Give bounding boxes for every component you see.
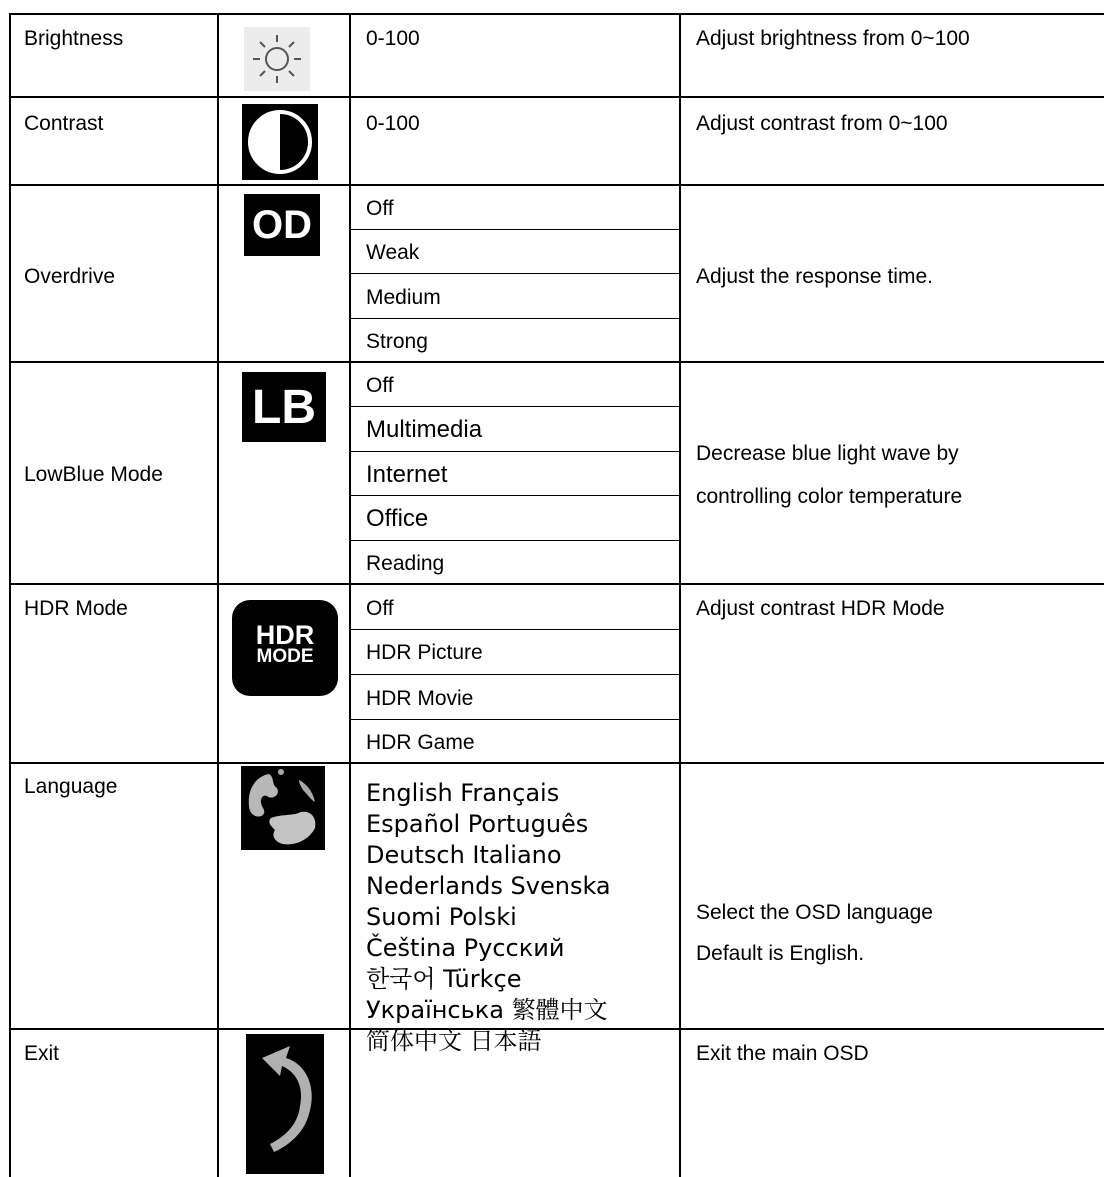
- row-label-language: Language: [24, 775, 118, 798]
- hdr-option: HDR Picture: [366, 641, 483, 664]
- lowblue-description-line: Decrease blue light wave by: [696, 442, 959, 465]
- table-border-left: [9, 14, 11, 1177]
- option-divider: [349, 495, 680, 496]
- row-label-brightness: Brightness: [24, 27, 124, 50]
- overdrive-option: Medium: [366, 286, 441, 309]
- language-description-line: Default is English.: [696, 942, 865, 965]
- column-divider: [349, 14, 351, 1177]
- row-label-lowblue: LowBlue Mode: [24, 463, 163, 486]
- hdr-option: HDR Movie: [366, 687, 474, 710]
- language-options: [366, 778, 611, 1057]
- language-options-line: Español Português: [366, 810, 589, 838]
- row-label-contrast: Contrast: [24, 112, 104, 135]
- language-options-line: English Français: [366, 779, 560, 807]
- hdr-icon-text-top: HDR: [255, 620, 315, 650]
- contrast-range: 0-100: [366, 112, 420, 135]
- option-divider: [349, 451, 680, 452]
- hdr-mode-icon: [232, 600, 338, 696]
- lowblue-option: Office: [366, 505, 429, 532]
- overdrive-option: Strong: [366, 330, 428, 353]
- row-border: [9, 13, 1104, 15]
- hdr-option: Off: [366, 597, 394, 620]
- row-border: [9, 361, 1104, 363]
- column-divider: [679, 14, 681, 1177]
- option-divider: [349, 229, 680, 230]
- row-label-exit: Exit: [24, 1042, 60, 1065]
- contrast-description: Adjust contrast from 0~100: [696, 112, 948, 135]
- option-divider: [349, 318, 680, 319]
- row-border: [9, 583, 1104, 585]
- language-options-line: 한국어 Türkçe: [366, 965, 522, 993]
- lowblue-option: Off: [366, 374, 394, 397]
- od-icon: OD: [244, 194, 320, 256]
- hdr-description: Adjust contrast HDR Mode: [696, 597, 945, 620]
- option-divider: [349, 629, 680, 630]
- overdrive-description: Adjust the response time.: [696, 265, 933, 288]
- lowblue-option: Internet: [366, 461, 448, 488]
- row-label-hdr: HDR Mode: [24, 597, 128, 620]
- lowblue-option: Reading: [366, 552, 445, 575]
- lb-icon: LB: [242, 372, 326, 442]
- brightness-range: 0-100: [366, 27, 420, 50]
- column-divider: [217, 14, 219, 1177]
- language-options-line: Nederlands Svenska: [366, 872, 611, 900]
- sun-icon: [244, 27, 310, 91]
- language-description-line: Select the OSD language: [696, 901, 933, 924]
- contrast-icon: [242, 104, 318, 180]
- brightness-description: Adjust brightness from 0~100: [696, 27, 970, 50]
- hdr-icon-text-bottom: MODE: [256, 646, 314, 667]
- row-border: [9, 762, 1104, 764]
- row-border: [9, 96, 1104, 98]
- language-options-line: Suomi Polski: [366, 903, 517, 931]
- language-options-line: Čeština Русский: [366, 934, 565, 962]
- option-divider: [349, 406, 680, 407]
- globe-icon: [241, 766, 325, 850]
- option-divider: [349, 674, 680, 675]
- return-arrow-icon: [246, 1034, 324, 1174]
- exit-description: Exit the main OSD: [696, 1042, 869, 1065]
- overdrive-option: Weak: [366, 241, 420, 264]
- language-options-line: Українська 繁體中文: [366, 996, 608, 1024]
- lowblue-option: Multimedia: [366, 416, 483, 443]
- lowblue-description-line: controlling color temperature: [696, 485, 963, 508]
- language-options-line: 简体中文 日本語: [366, 1027, 542, 1055]
- option-divider: [349, 273, 680, 274]
- option-divider: [349, 540, 680, 541]
- option-divider: [349, 719, 680, 720]
- row-label-overdrive: Overdrive: [24, 265, 116, 288]
- overdrive-option: Off: [366, 197, 394, 220]
- row-border: [9, 184, 1104, 186]
- hdr-option: HDR Game: [366, 731, 475, 754]
- language-options-line: Deutsch Italiano: [366, 841, 562, 869]
